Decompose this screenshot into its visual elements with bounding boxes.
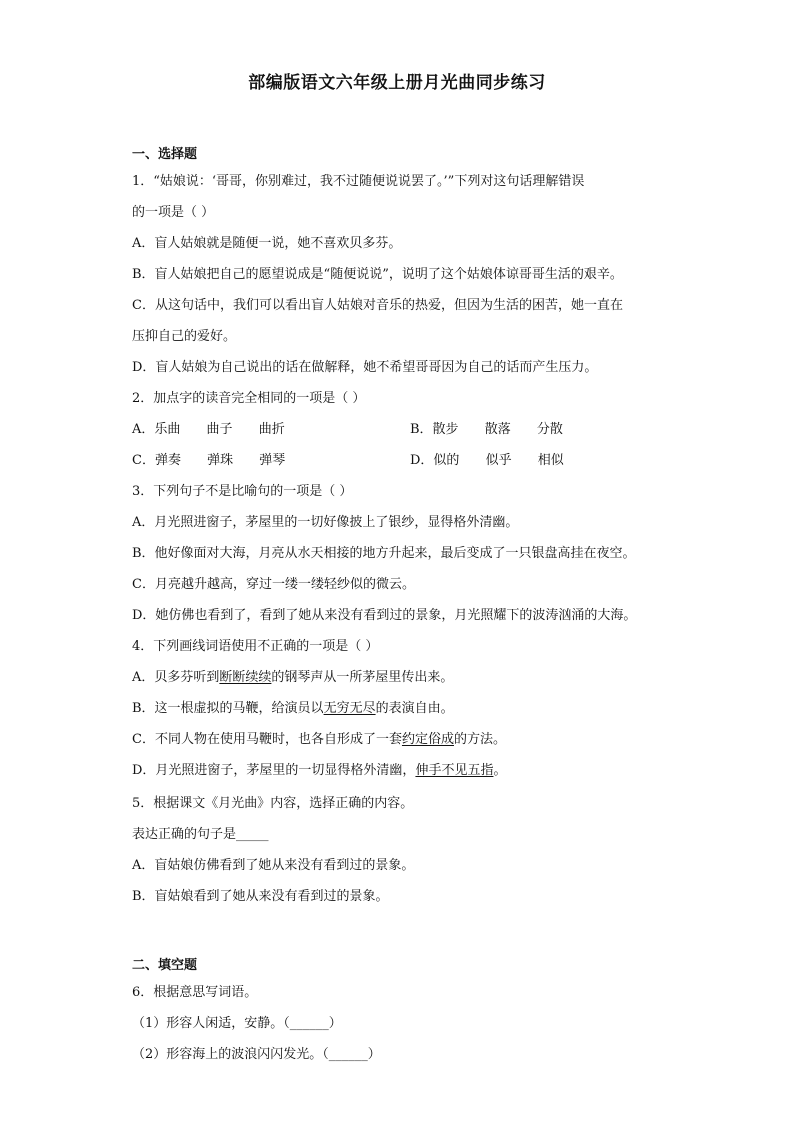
q4-option-b-tail: 的表演自由。 [375, 701, 454, 716]
q6-item-2: （2）形容海上的波浪闪闪发光。（______） [132, 1047, 381, 1062]
q2-option-b-group [410, 421, 563, 439]
q4-option-b-underlined: 无穷无尽 [323, 701, 376, 716]
q2-option-b-word2: 散落 [484, 422, 511, 437]
q4-option-a [132, 669, 453, 687]
q2-option-a-word2: 曲子 [206, 422, 233, 437]
q2-option-d-group [410, 452, 564, 470]
q2-option-a-word3: 曲折 [258, 422, 285, 437]
q4-option-c-text: C．不同人物在使用马鞭时，也各自形成了一套 [132, 732, 402, 747]
q1-option-c-line1: C．从这句话中，我们可以看出盲人姑娘对音乐的热爱，但因为生活的困苦，她一直在 [132, 298, 623, 313]
q4-option-a-tail: 的钢琴声从一所茅屋里传出来。 [271, 670, 454, 685]
section-heading-fill: 二、填空题 [132, 958, 198, 973]
q2-options-row2 [132, 452, 692, 470]
q4-option-d [132, 762, 506, 780]
q4-option-c-underlined: 约定俗成 [401, 732, 454, 747]
q2-option-a: A．乐曲 [132, 422, 181, 437]
q4-option-b [132, 700, 454, 718]
q2-option-c: C．弹奏 [132, 453, 181, 468]
q1-option-c-line2: 压抑自己的爱好。 [132, 329, 237, 344]
q2-options-row1 [132, 421, 692, 439]
q2-option-d-word3: 相似 [537, 453, 564, 468]
q3-stem: 3．下列句子不是比喻句的一项是（ ） [132, 484, 353, 499]
q2-option-c-word3: 弹琴 [259, 453, 286, 468]
q6-stem: 6．根据意思写词语。 [132, 985, 258, 1000]
q2-option-c-word2: 弹珠 [207, 453, 234, 468]
q2-option-b: B．散步 [410, 422, 459, 437]
q3-option-d: D．她仿佛也看到了，看到了她从来没有看到过的景象，月光照耀下的波涛汹涌的大海。 [132, 608, 637, 623]
section-heading-choice: 一、选择题 [132, 147, 198, 162]
q2-option-d: D．似的 [410, 453, 460, 468]
q4-option-c-tail: 的方法。 [453, 732, 506, 747]
q1-option-d: D．盲人姑娘为自己说出的话在做解释，她不希望哥哥因为自己的话而产生压力。 [132, 360, 598, 375]
q4-option-d-text: D．月光照进窗子，茅屋里的一切显得格外清幽， [132, 763, 416, 778]
q3-option-b: B．他好像面对大海，月亮从水天相接的地方升起来，最后变成了一只银盘高挂在夜空。 [132, 546, 636, 561]
q1-stem-line1: 1．“姑娘说：‘哥哥，你别难过，我不过随便说说罢了。’”下列对这句话理解错误 [132, 174, 585, 189]
q1-option-a: A．盲人姑娘就是随便一说，她不喜欢贝多芬。 [132, 236, 402, 251]
q1-option-b: B．盲人姑娘把自己的愿望说成是“随便说说”，说明了这个姑娘体谅哥哥生活的艰辛。 [132, 267, 623, 282]
q4-option-a-underlined: 断断续续 [219, 670, 272, 685]
page-title: 部编版语文六年级上册月光曲同步练习 [248, 73, 546, 93]
q5-option-b: B．盲姑娘看到了她从来没有看到过的景象。 [132, 889, 389, 904]
q1-stem-line2: 的一项是（ ） [132, 205, 215, 220]
q3-option-c: C．月亮越升越高，穿过一缕一缕轻纱似的微云。 [132, 577, 415, 592]
q3-option-a: A．月光照进窗子，茅屋里的一切好像披上了银纱，显得格外清幽。 [132, 515, 519, 530]
q5-option-a: A．盲姑娘仿佛看到了她从来没有看到过的景象。 [132, 858, 415, 873]
q5-prompt: 表达正确的句子是_____ [132, 827, 269, 842]
q2-option-d-word2: 似乎 [485, 453, 512, 468]
q5-stem: 5．根据课文《月光曲》内容，选择正确的内容。 [132, 796, 414, 811]
q4-option-c [132, 731, 506, 749]
q6-item-1: （1）形容人闲适，安静。（______） [132, 1016, 342, 1031]
q2-option-b-word3: 分散 [536, 422, 563, 437]
q4-option-d-tail: 。 [493, 763, 507, 778]
q4-option-a-text: A．贝多芬听到 [132, 670, 220, 685]
q4-option-b-text: B．这一根虚拟的马鞭，给演员以 [132, 701, 324, 716]
q4-option-d-underlined: 伸手不见五指 [415, 763, 494, 778]
q2-stem: 2．加点字的读音完全相同的一项是（ ） [132, 391, 366, 406]
q4-stem: 4．下列画线词语使用不正确的一项是（ ） [132, 639, 379, 654]
